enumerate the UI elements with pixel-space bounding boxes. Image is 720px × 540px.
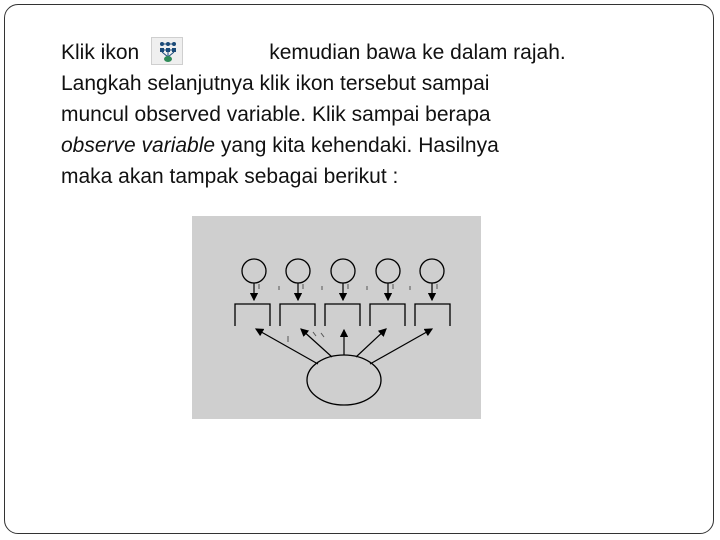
paragraph-line-4-rest: yang kita kehendaki. Hasilnya xyxy=(215,134,499,157)
italic-term: observe variable xyxy=(61,134,216,157)
text-kemudian: kemudian bawa ke dalam rajah. xyxy=(269,41,566,64)
observed-variable-4 xyxy=(370,304,405,326)
sem-diagram-svg xyxy=(192,216,481,419)
error-term-5 xyxy=(420,259,444,300)
observed-variable-3 xyxy=(325,304,360,326)
error-term-2 xyxy=(286,259,310,300)
latent-variable xyxy=(307,355,381,405)
paragraph-line-2: Langkah selanjutnya klik ikon tersebut sampai xyxy=(61,72,490,95)
paragraph-line-5: maka akan tampak sebagai berikut : xyxy=(61,165,399,188)
path-labels xyxy=(259,284,437,290)
error-term-3 xyxy=(331,259,355,300)
sem-diagram xyxy=(192,216,481,419)
instruction-paragraph xyxy=(61,37,681,192)
indicator-variable-icon xyxy=(151,37,183,65)
paragraph-line-3: muncul observed variable. Klik sampai berapa xyxy=(61,103,491,126)
error-term-4 xyxy=(376,259,400,300)
text-klik-ikon: Klik ikon xyxy=(61,41,140,64)
observed-variable-5 xyxy=(415,304,450,326)
paragraph-line-1 xyxy=(61,37,681,68)
observed-variable-2 xyxy=(280,304,315,326)
paragraph-line-4 xyxy=(61,130,681,161)
error-term-1 xyxy=(242,259,266,300)
observed-variable-1 xyxy=(235,304,270,326)
